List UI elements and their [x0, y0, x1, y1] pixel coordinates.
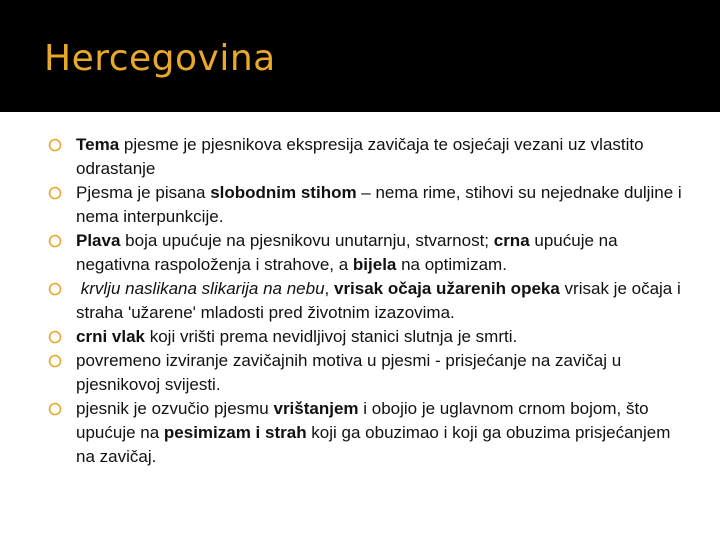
bullet-text-segment: – nema rime, stihovi su nejednake duljine i nema interpunkcije.	[76, 183, 687, 226]
bullet-text-segment: upućuje na negativna raspoloženja i strahove, a	[76, 231, 623, 274]
bullet-item	[48, 349, 684, 397]
circle-bullet-icon	[48, 330, 62, 344]
bullet-item	[48, 229, 684, 277]
bullet-text-segment: i obojio je uglavnom crnom bojom, što upućuje na	[76, 399, 654, 442]
bullet-item	[48, 277, 684, 325]
circle-bullet-icon	[48, 138, 62, 152]
bullet-text-segment: pjesnik je ozvučio pjesmu	[76, 399, 274, 418]
bullet-text-segment: bijela	[352, 255, 397, 274]
bullet-item	[48, 133, 684, 181]
circle-bullet-icon	[48, 186, 62, 200]
bullet-text-segment: krvlju naslikana slikarija na nebu	[76, 279, 325, 298]
circle-bullet-icon	[48, 354, 62, 368]
bullet-text-segment: na optimizam.	[396, 255, 507, 274]
bullet-item	[48, 181, 687, 229]
bullet-text-segment: Plava	[76, 231, 121, 250]
bullet-text-segment: povremeno izviranje zavičajnih motiva u pjesmi - prisjećanje na zavičaj u pjesnikovoj svijesti.	[76, 351, 626, 394]
bullet-text-segment: crna	[493, 231, 530, 250]
bullet-text-segment: vrištanjem	[273, 399, 359, 418]
bullet-text-segment: vrisak je očaja i straha 'užarene' mladosti pred životnim izazovima.	[76, 279, 686, 322]
bullet-text-segment: vrisak očaja užarenih opeka	[333, 279, 560, 298]
bullet-item	[48, 397, 684, 469]
circle-bullet-icon	[48, 282, 62, 296]
bullet-item	[48, 325, 684, 349]
bullet-text-segment: pjesme je pjesnikova ekspresija zavičaja te osjećaji vezani uz vlastito odrastanje	[76, 135, 649, 178]
bullet-text-segment: boja upućuje na pjesnikovu unutarnju, stvarnost;	[120, 231, 494, 250]
bullet-text-segment: slobodnim stihom	[210, 183, 357, 202]
title-band	[0, 0, 720, 112]
bullet-text-segment: koji vrišti prema nevidljivoj stanici slutnja je smrti.	[145, 327, 518, 346]
bullet-text-segment: Pjesma je pisana	[76, 183, 211, 202]
slide-title: Hercegovina	[44, 38, 276, 79]
bullet-text-segment: ,	[324, 279, 334, 298]
circle-bullet-icon	[48, 402, 62, 416]
bullet-text-segment: pesimizam i strah	[163, 423, 307, 442]
bullet-text-segment: crni vlak	[76, 327, 145, 346]
bullet-list	[48, 133, 687, 469]
bullet-text-segment: koji ga obuzimao i koji ga obuzima prisjećanjem na zavičaj.	[76, 423, 676, 466]
circle-bullet-icon	[48, 234, 62, 248]
bullet-text-segment: Tema	[76, 135, 120, 154]
